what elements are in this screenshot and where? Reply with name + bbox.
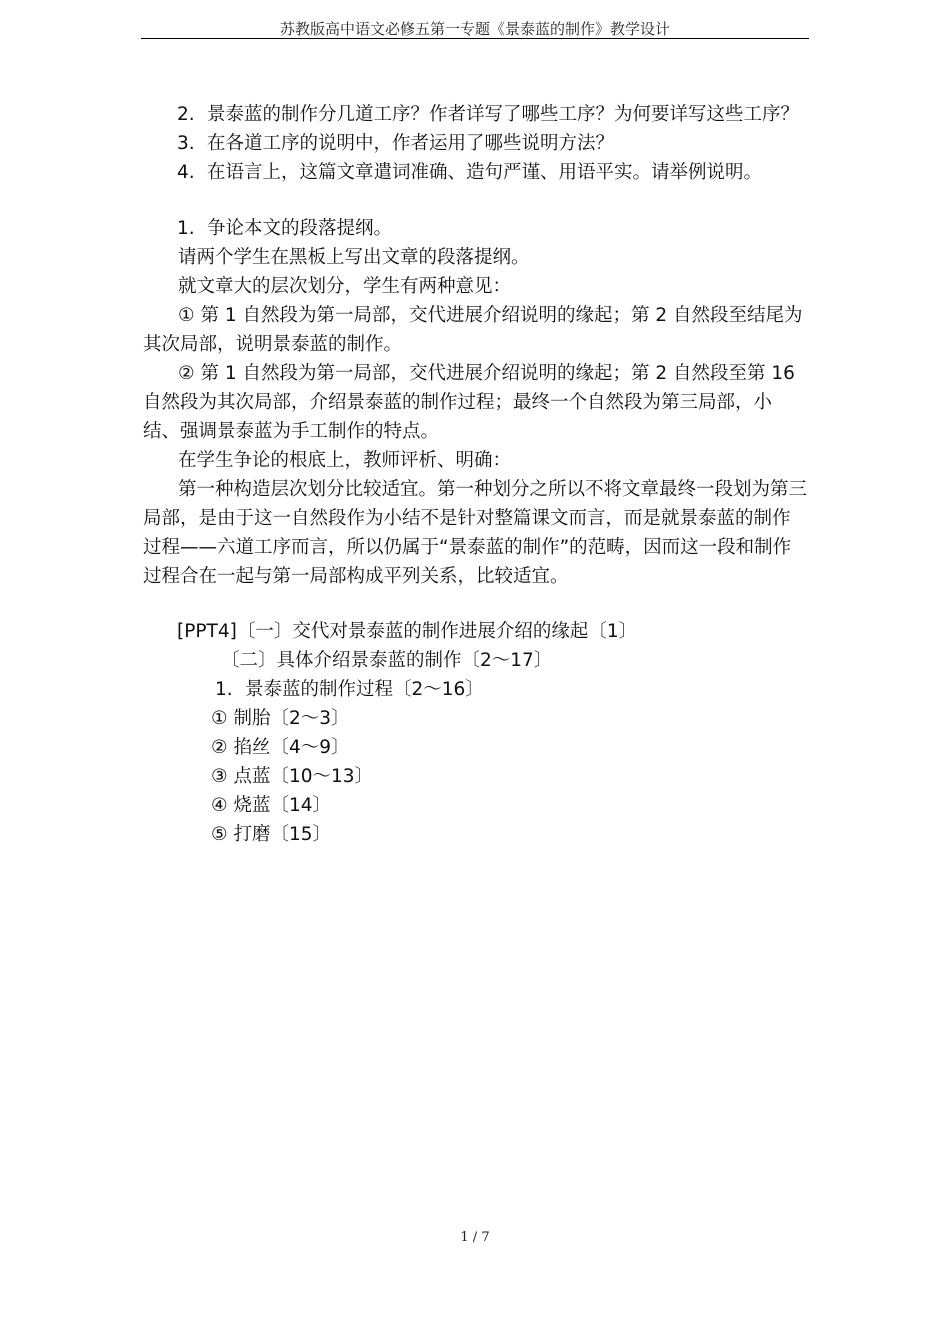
question-number: 2. xyxy=(177,104,195,125)
spacer xyxy=(143,591,807,617)
discussion-heading xyxy=(143,214,807,243)
document-body xyxy=(143,100,807,849)
question-item xyxy=(143,158,807,187)
outline-section: 〔二〕具体介绍景泰蓝的制作〔2～17〕 xyxy=(221,650,553,671)
outline-step: ③ 点蓝〔10～13〕 xyxy=(211,766,374,787)
page-footer xyxy=(0,1230,950,1245)
question-text: 景泰蓝的制作分几道工序？作者详写了哪些工序？为何要详写这些工序？ xyxy=(207,104,800,125)
teacher-conclusion: 第一种构造层次划分比较适宜。第一种划分之所以不将文章最终一段划为第三局部，是由于这一自然段作为小结不是针对整篇课文而言，而是就景泰蓝的制作过程——六道工序而言，所以仍属于“景泰蓝的制作”的范畴，因而这一段和制作过程合在一起与第一局部构成平列关系，比较适宜。 xyxy=(143,479,808,587)
paragraph: 在学生争论的根底上，教师评析、明确： xyxy=(178,450,512,471)
discussion-number: 1. xyxy=(177,218,195,239)
opinion-one: ① 第 1 自然段为第一局部，交代进展介绍说明的缘起；第 2 自然段至结尾为其次局部，说明景泰蓝的制作。 xyxy=(143,305,803,355)
paragraph: 请两个学生在黑板上写出文章的段落提纲。 xyxy=(178,247,530,268)
outline-ppt-line: [PPT4]〔一〕交代对景泰蓝的制作进展介绍的缘起〔1〕 xyxy=(177,621,638,642)
outline-subsection-text: 景泰蓝的制作过程〔2～16〕 xyxy=(245,679,484,700)
question-text: 在各道工序的说明中，作者运用了哪些说明方法？ xyxy=(207,133,615,154)
outline-step: ① 制胎〔2～3〕 xyxy=(211,708,350,729)
paragraph: 就文章大的层次划分，学生有两种意见： xyxy=(178,276,512,297)
page-header xyxy=(141,20,809,39)
outline-subsection xyxy=(143,675,807,704)
spacer xyxy=(143,187,807,214)
outline-step: ④ 烧蓝〔14〕 xyxy=(211,795,332,816)
page-number: 1 / 7 xyxy=(460,1230,490,1245)
question-text: 在语言上，这篇文章遣词准确、造句严谨、用语平实。请举例说明。 xyxy=(207,162,763,183)
question-item xyxy=(143,100,807,129)
opinion-two: ② 第 1 自然段为第一局部，交代进展介绍说明的缘起；第 2 自然段至第 16 自然段为其次局部，介绍景泰蓝的制作过程；最终一个自然段为第三局部，小结、强调景泰蓝为手工制作的特点。 xyxy=(143,363,795,442)
question-number: 3. xyxy=(177,133,195,154)
discussion-title: 争论本文的段落提纲。 xyxy=(207,218,393,239)
outline-step: ⑤ 打磨〔15〕 xyxy=(211,824,332,845)
question-item xyxy=(143,129,807,158)
outline-step: ② 掐丝〔4～9〕 xyxy=(211,737,350,758)
outline-subsection-number: 1. xyxy=(215,679,233,700)
question-number: 4. xyxy=(177,162,195,183)
document-title: 苏教版高中语文必修五第一专题《景泰蓝的制作》教学设计 xyxy=(279,20,670,38)
